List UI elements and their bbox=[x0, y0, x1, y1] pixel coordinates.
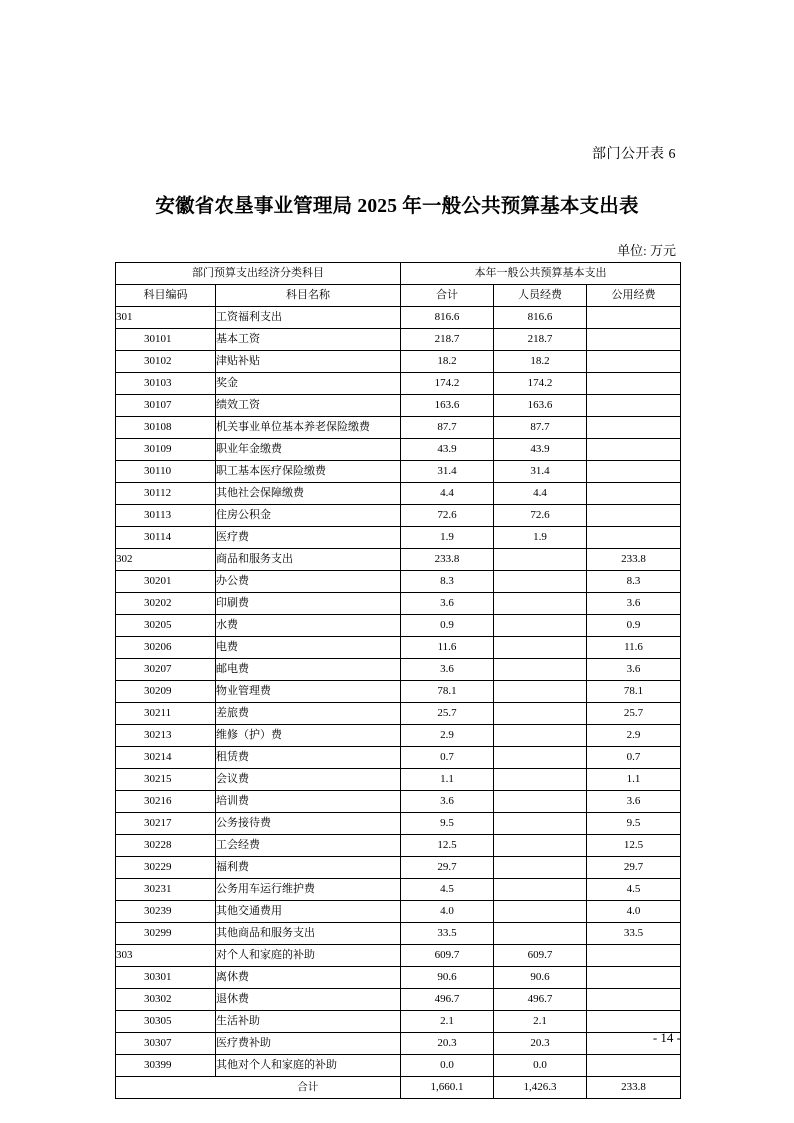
cell-personnel bbox=[494, 791, 587, 813]
table-row bbox=[116, 747, 681, 769]
table-row bbox=[116, 593, 681, 615]
cell-total: 4.0 bbox=[401, 901, 494, 923]
cell-code: 30114 bbox=[116, 527, 216, 549]
cell-total-personnel: 1,426.3 bbox=[494, 1077, 587, 1099]
cell-personnel: 816.6 bbox=[494, 307, 587, 329]
cell-public: 4.5 bbox=[587, 879, 681, 901]
cell-personnel bbox=[494, 681, 587, 703]
cell-name: 物业管理费 bbox=[216, 681, 401, 703]
table-row bbox=[116, 659, 681, 681]
cell-name: 奖金 bbox=[216, 373, 401, 395]
cell-total: 1.9 bbox=[401, 527, 494, 549]
cell-personnel bbox=[494, 593, 587, 615]
cell-code: 30206 bbox=[116, 637, 216, 659]
cell-total: 816.6 bbox=[401, 307, 494, 329]
cell-code: 302 bbox=[116, 549, 216, 571]
cell-public bbox=[587, 527, 681, 549]
cell-total: 33.5 bbox=[401, 923, 494, 945]
cell-public bbox=[587, 439, 681, 461]
column-header-name: 科目名称 bbox=[216, 285, 401, 307]
cell-public: 12.5 bbox=[587, 835, 681, 857]
cell-total: 3.6 bbox=[401, 593, 494, 615]
table-row bbox=[116, 703, 681, 725]
cell-public bbox=[587, 989, 681, 1011]
cell-name: 医疗费补助 bbox=[216, 1033, 401, 1055]
cell-personnel: 90.6 bbox=[494, 967, 587, 989]
unit-label: 单位: 万元 bbox=[617, 243, 676, 258]
table-row bbox=[116, 483, 681, 505]
table-row bbox=[116, 857, 681, 879]
table-row bbox=[116, 725, 681, 747]
cell-total: 90.6 bbox=[401, 967, 494, 989]
cell-total: 43.9 bbox=[401, 439, 494, 461]
cell-personnel: 218.7 bbox=[494, 329, 587, 351]
cell-total: 218.7 bbox=[401, 329, 494, 351]
cell-public: 0.7 bbox=[587, 747, 681, 769]
cell-public: 25.7 bbox=[587, 703, 681, 725]
cell-name: 福利费 bbox=[216, 857, 401, 879]
cell-total: 25.7 bbox=[401, 703, 494, 725]
cell-name: 工会经费 bbox=[216, 835, 401, 857]
table-row bbox=[116, 571, 681, 593]
table-group-header-row bbox=[116, 263, 681, 285]
cell-personnel bbox=[494, 879, 587, 901]
cell-code: 30213 bbox=[116, 725, 216, 747]
cell-total: 8.3 bbox=[401, 571, 494, 593]
cell-name: 办公费 bbox=[216, 571, 401, 593]
table-row bbox=[116, 879, 681, 901]
table-row bbox=[116, 395, 681, 417]
cell-name: 机关事业单位基本养老保险缴费 bbox=[216, 417, 401, 439]
cell-code: 30205 bbox=[116, 615, 216, 637]
table-row bbox=[116, 1011, 681, 1033]
table-row bbox=[116, 417, 681, 439]
cell-personnel bbox=[494, 615, 587, 637]
cell-public: 2.9 bbox=[587, 725, 681, 747]
cell-public bbox=[587, 1055, 681, 1077]
cell-code: 30305 bbox=[116, 1011, 216, 1033]
cell-total: 2.1 bbox=[401, 1011, 494, 1033]
cell-code: 30307 bbox=[116, 1033, 216, 1055]
cell-name: 住房公积金 bbox=[216, 505, 401, 527]
cell-total: 0.9 bbox=[401, 615, 494, 637]
table-row bbox=[116, 1055, 681, 1077]
cell-public: 11.6 bbox=[587, 637, 681, 659]
cell-code: 30202 bbox=[116, 593, 216, 615]
table-row bbox=[116, 1033, 681, 1055]
cell-public: 3.6 bbox=[587, 593, 681, 615]
cell-name: 对个人和家庭的补助 bbox=[216, 945, 401, 967]
cell-total: 29.7 bbox=[401, 857, 494, 879]
cell-name: 印刷费 bbox=[216, 593, 401, 615]
cell-total: 174.2 bbox=[401, 373, 494, 395]
cell-total-label: 合计 bbox=[216, 1077, 401, 1099]
table-row bbox=[116, 791, 681, 813]
cell-code: 30211 bbox=[116, 703, 216, 725]
cell-name: 培训费 bbox=[216, 791, 401, 813]
cell-public bbox=[587, 967, 681, 989]
cell-public: 78.1 bbox=[587, 681, 681, 703]
table-row bbox=[116, 307, 681, 329]
cell-code: 30215 bbox=[116, 769, 216, 791]
cell-personnel: 174.2 bbox=[494, 373, 587, 395]
cell-name: 电费 bbox=[216, 637, 401, 659]
cell-total: 31.4 bbox=[401, 461, 494, 483]
cell-public: 29.7 bbox=[587, 857, 681, 879]
cell-public: 9.5 bbox=[587, 813, 681, 835]
cell-total: 12.5 bbox=[401, 835, 494, 857]
cell-name: 其他社会保障缴费 bbox=[216, 483, 401, 505]
cell-name: 邮电费 bbox=[216, 659, 401, 681]
cell-name: 差旅费 bbox=[216, 703, 401, 725]
table-row bbox=[116, 615, 681, 637]
cell-public bbox=[587, 461, 681, 483]
table-row bbox=[116, 813, 681, 835]
table-row bbox=[116, 373, 681, 395]
cell-total: 496.7 bbox=[401, 989, 494, 1011]
cell-name: 公务用车运行维护费 bbox=[216, 879, 401, 901]
cell-name: 职业年金缴费 bbox=[216, 439, 401, 461]
cell-public: 8.3 bbox=[587, 571, 681, 593]
table-row bbox=[116, 637, 681, 659]
cell-code: 30109 bbox=[116, 439, 216, 461]
cell-code: 30201 bbox=[116, 571, 216, 593]
cell-code: 30209 bbox=[116, 681, 216, 703]
cell-total: 163.6 bbox=[401, 395, 494, 417]
table-row bbox=[116, 769, 681, 791]
table-row bbox=[116, 989, 681, 1011]
column-header-total: 合计 bbox=[401, 285, 494, 307]
cell-name: 租赁费 bbox=[216, 747, 401, 769]
cell-name: 其他商品和服务支出 bbox=[216, 923, 401, 945]
cell-code: 30214 bbox=[116, 747, 216, 769]
cell-personnel bbox=[494, 857, 587, 879]
cell-personnel: 2.1 bbox=[494, 1011, 587, 1033]
cell-personnel: 496.7 bbox=[494, 989, 587, 1011]
cell-total: 20.3 bbox=[401, 1033, 494, 1055]
cell-total: 233.8 bbox=[401, 549, 494, 571]
cell-public: 1.1 bbox=[587, 769, 681, 791]
cell-personnel bbox=[494, 901, 587, 923]
cell-personnel: 31.4 bbox=[494, 461, 587, 483]
cell-total: 3.6 bbox=[401, 791, 494, 813]
cell-code: 30228 bbox=[116, 835, 216, 857]
cell-personnel: 1.9 bbox=[494, 527, 587, 549]
table-row bbox=[116, 901, 681, 923]
cell-personnel: 4.4 bbox=[494, 483, 587, 505]
cell-public bbox=[587, 417, 681, 439]
table-row bbox=[116, 461, 681, 483]
table-row bbox=[116, 835, 681, 857]
cell-code: 30207 bbox=[116, 659, 216, 681]
cell-total: 78.1 bbox=[401, 681, 494, 703]
cell-code: 30216 bbox=[116, 791, 216, 813]
cell-personnel bbox=[494, 923, 587, 945]
cell-public bbox=[587, 351, 681, 373]
cell-code: 30102 bbox=[116, 351, 216, 373]
cell-name: 商品和服务支出 bbox=[216, 549, 401, 571]
cell-code: 30110 bbox=[116, 461, 216, 483]
cell-code: 30107 bbox=[116, 395, 216, 417]
cell-name: 退休费 bbox=[216, 989, 401, 1011]
cell-personnel: 163.6 bbox=[494, 395, 587, 417]
cell-total: 1.1 bbox=[401, 769, 494, 791]
cell-total: 4.4 bbox=[401, 483, 494, 505]
cell-code: 30299 bbox=[116, 923, 216, 945]
table-total-row bbox=[116, 1077, 681, 1099]
cell-code: 30101 bbox=[116, 329, 216, 351]
cell-name: 生活补助 bbox=[216, 1011, 401, 1033]
column-header-code: 科目编码 bbox=[116, 285, 216, 307]
cell-personnel bbox=[494, 549, 587, 571]
cell-public bbox=[587, 373, 681, 395]
cell-public bbox=[587, 505, 681, 527]
table-row bbox=[116, 527, 681, 549]
cell-code: 30302 bbox=[116, 989, 216, 1011]
cell-name: 津贴补贴 bbox=[216, 351, 401, 373]
cell-personnel bbox=[494, 571, 587, 593]
cell-public: 3.6 bbox=[587, 791, 681, 813]
cell-personnel: 43.9 bbox=[494, 439, 587, 461]
cell-name: 维修（护）费 bbox=[216, 725, 401, 747]
cell-public: 233.8 bbox=[587, 549, 681, 571]
table-row bbox=[116, 681, 681, 703]
cell-personnel bbox=[494, 703, 587, 725]
cell-code: 30399 bbox=[116, 1055, 216, 1077]
cell-name: 水费 bbox=[216, 615, 401, 637]
cell-personnel bbox=[494, 813, 587, 835]
page-title: 安徽省农垦事业管理局 2025 年一般公共预算基本支出表 bbox=[155, 196, 639, 217]
cell-personnel: 72.6 bbox=[494, 505, 587, 527]
table-row bbox=[116, 329, 681, 351]
form-label: 部门公开表 6 bbox=[592, 147, 676, 162]
cell-personnel bbox=[494, 835, 587, 857]
cell-personnel: 20.3 bbox=[494, 1033, 587, 1055]
cell-personnel bbox=[494, 769, 587, 791]
cell-public bbox=[587, 483, 681, 505]
cell-name: 其他对个人和家庭的补助 bbox=[216, 1055, 401, 1077]
table-row bbox=[116, 351, 681, 373]
cell-personnel bbox=[494, 637, 587, 659]
table-row bbox=[116, 967, 681, 989]
cell-total: 609.7 bbox=[401, 945, 494, 967]
cell-public: 0.9 bbox=[587, 615, 681, 637]
group-header-basic-expenditure: 本年一般公共预算基本支出 bbox=[401, 263, 681, 285]
cell-personnel: 87.7 bbox=[494, 417, 587, 439]
cell-total-spacer bbox=[116, 1077, 216, 1099]
table-row bbox=[116, 439, 681, 461]
cell-total: 87.7 bbox=[401, 417, 494, 439]
cell-code: 30239 bbox=[116, 901, 216, 923]
cell-total: 0.7 bbox=[401, 747, 494, 769]
table-row bbox=[116, 549, 681, 571]
cell-total: 11.6 bbox=[401, 637, 494, 659]
cell-total: 9.5 bbox=[401, 813, 494, 835]
cell-total: 18.2 bbox=[401, 351, 494, 373]
cell-name: 公务接待费 bbox=[216, 813, 401, 835]
cell-code: 30112 bbox=[116, 483, 216, 505]
cell-total-sum: 1,660.1 bbox=[401, 1077, 494, 1099]
cell-personnel: 609.7 bbox=[494, 945, 587, 967]
cell-personnel: 0.0 bbox=[494, 1055, 587, 1077]
cell-name: 职工基本医疗保险缴费 bbox=[216, 461, 401, 483]
cell-public bbox=[587, 395, 681, 417]
cell-code: 301 bbox=[116, 307, 216, 329]
cell-total: 2.9 bbox=[401, 725, 494, 747]
cell-public bbox=[587, 329, 681, 351]
cell-code: 30229 bbox=[116, 857, 216, 879]
cell-public: 4.0 bbox=[587, 901, 681, 923]
page-number: - 14 - bbox=[652, 1030, 681, 1045]
cell-personnel bbox=[494, 747, 587, 769]
cell-public bbox=[587, 307, 681, 329]
table-column-header-row bbox=[116, 285, 681, 307]
budget-table bbox=[115, 262, 681, 1099]
column-header-personnel: 人员经费 bbox=[494, 285, 587, 307]
cell-personnel: 18.2 bbox=[494, 351, 587, 373]
cell-name: 离休费 bbox=[216, 967, 401, 989]
cell-code: 30231 bbox=[116, 879, 216, 901]
cell-code: 30113 bbox=[116, 505, 216, 527]
column-header-public: 公用经费 bbox=[587, 285, 681, 307]
cell-name: 其他交通费用 bbox=[216, 901, 401, 923]
budget-table-wrap bbox=[115, 262, 680, 1099]
cell-total: 4.5 bbox=[401, 879, 494, 901]
cell-code: 30217 bbox=[116, 813, 216, 835]
cell-code: 30301 bbox=[116, 967, 216, 989]
cell-public: 3.6 bbox=[587, 659, 681, 681]
group-header-economic-category: 部门预算支出经济分类科目 bbox=[116, 263, 401, 285]
table-row bbox=[116, 505, 681, 527]
cell-code: 303 bbox=[116, 945, 216, 967]
cell-public bbox=[587, 945, 681, 967]
cell-total: 3.6 bbox=[401, 659, 494, 681]
cell-name: 会议费 bbox=[216, 769, 401, 791]
cell-total-public: 233.8 bbox=[587, 1077, 681, 1099]
cell-name: 绩效工资 bbox=[216, 395, 401, 417]
cell-total: 0.0 bbox=[401, 1055, 494, 1077]
cell-name: 工资福利支出 bbox=[216, 307, 401, 329]
cell-name: 基本工资 bbox=[216, 329, 401, 351]
table-row bbox=[116, 945, 681, 967]
cell-name: 医疗费 bbox=[216, 527, 401, 549]
cell-total: 72.6 bbox=[401, 505, 494, 527]
cell-code: 30108 bbox=[116, 417, 216, 439]
cell-code: 30103 bbox=[116, 373, 216, 395]
table-row bbox=[116, 923, 681, 945]
cell-personnel bbox=[494, 725, 587, 747]
cell-public: 33.5 bbox=[587, 923, 681, 945]
cell-personnel bbox=[494, 659, 587, 681]
